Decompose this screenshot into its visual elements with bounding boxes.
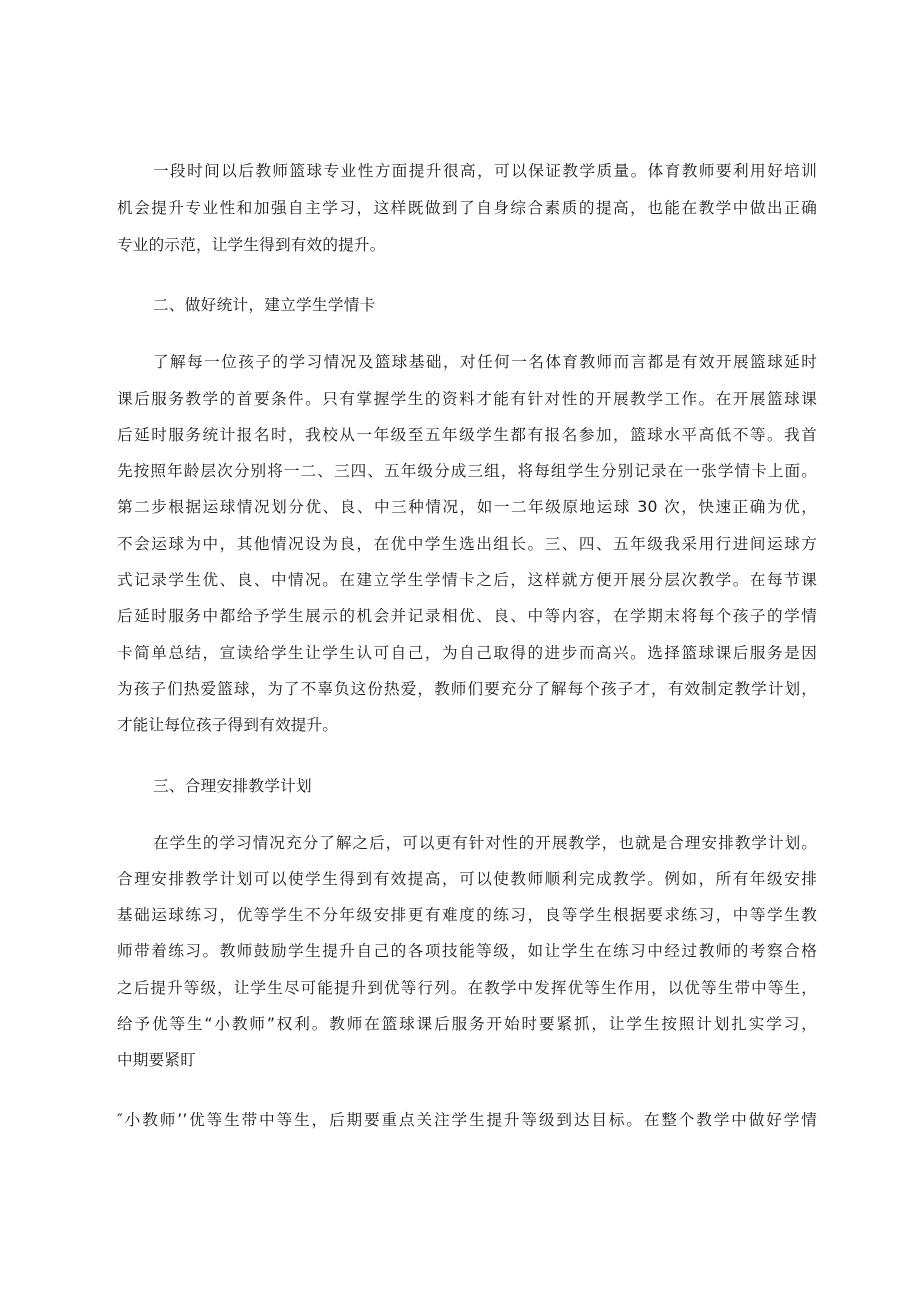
paragraph-2-line-10: 为孩子们热爱篮球，为了不辜负这份热爱，教师们要充分了解每个孩子才，有效制定教学计划， [117, 680, 817, 698]
paragraph-3-line-4: 师带着练习。教师鼓励学生提升自己的各项技能等级，如让学生在练习中经过教师的考察合格 [117, 942, 817, 960]
paragraph-4-line-1: ″小教师’’优等生带中等生，后期要重点关注学生提升等级到达目标。在整个教学中做好学情 [117, 1111, 817, 1129]
paragraph-2-line-7: 式记录学生优、良、中情况。在建立学生学情卡之后，这样就方便开展分层次教学。在每节课 [117, 571, 817, 589]
paragraph-2-line-1: 了解每一位孩子的学习情况及篮球基础，对任何一名体育教师而言都是有效开展篮球延时 [153, 353, 817, 371]
section-heading-2: 二、做好统计，建立学生学情卡 [153, 296, 376, 314]
paragraph-2-line-9: 卡简单总结，宣读给学生让学生认可自己，为自己取得的进步而高兴。选择篮球课后服务是因 [117, 644, 817, 662]
paragraph-3-line-6: 给予优等生“小教师”权利。教师在篮球课后服务开始时要紧抓，让学生按照计划扎实学习， [117, 1015, 817, 1033]
paragraph-3-line-3: 基础运球练习，优等学生不分年级安排更有难度的练习，良等学生根据要求练习，中等学生教 [117, 906, 817, 924]
paragraph-3-line-5: 之后提升等级，让学生尽可能提升到优等行列。在教学中发挥优等生作用，以优等生带中等生， [117, 979, 817, 997]
paragraph-2-line-5: 第二步根据运球情况划分优、良、中三种情况，如一二年级原地运球 30 次，快速正确为优， [117, 498, 817, 516]
paragraph-1-line-3: 专业的示范，让学生得到有效的提升。 [117, 236, 386, 254]
paragraph-2-line-3: 后延时服务统计报名时，我校从一年级至五年级学生都有报名参加，篮球水平高低不等。我首 [117, 426, 817, 444]
paragraph-3-line-1: 在学生的学习情况充分了解之后，可以更有针对性的开展教学，也就是合理安排教学计划。 [153, 834, 817, 852]
paragraph-2-line-4: 先按照年龄层次分别将一二、三四、五年级分成三组，将每组学生分别记录在一张学情卡上面。 [117, 462, 817, 480]
paragraph-1-line-2: 机会提升专业性和加强自主学习，这样既做到了自身综合素质的提高，也能在教学中做出正确 [117, 199, 817, 217]
paragraph-1-line-1: 一段时间以后教师篮球专业性方面提升很高，可以保证教学质量。体育教师要利用好培训 [153, 162, 817, 180]
paragraph-2-line-2: 课后服务教学的首要条件。只有掌握学生的资料才能有针对性的开展教学工作。在开展篮球课 [117, 390, 817, 408]
paragraph-2-line-8: 后延时服务中都给予学生展示的机会并记录相优、良、中等内容，在学期末将每个孩子的学情 [117, 607, 817, 625]
paragraph-2-line-6: 不会运球为中，其他情况设为良，在优中学生选出组长。三、四、五年级我采用行进间运球方 [117, 535, 817, 553]
paragraph-2-line-11: 才能让每位孩子得到有效提升。 [117, 716, 339, 734]
section-heading-3: 三、合理安排教学计划 [153, 777, 312, 795]
paragraph-3-line-7: 中期要紧盯 [117, 1051, 196, 1069]
paragraph-3-line-2: 合理安排教学计划可以使学生得到有效提高，可以使教师顺利完成教学。例如，所有年级安排 [117, 870, 817, 888]
